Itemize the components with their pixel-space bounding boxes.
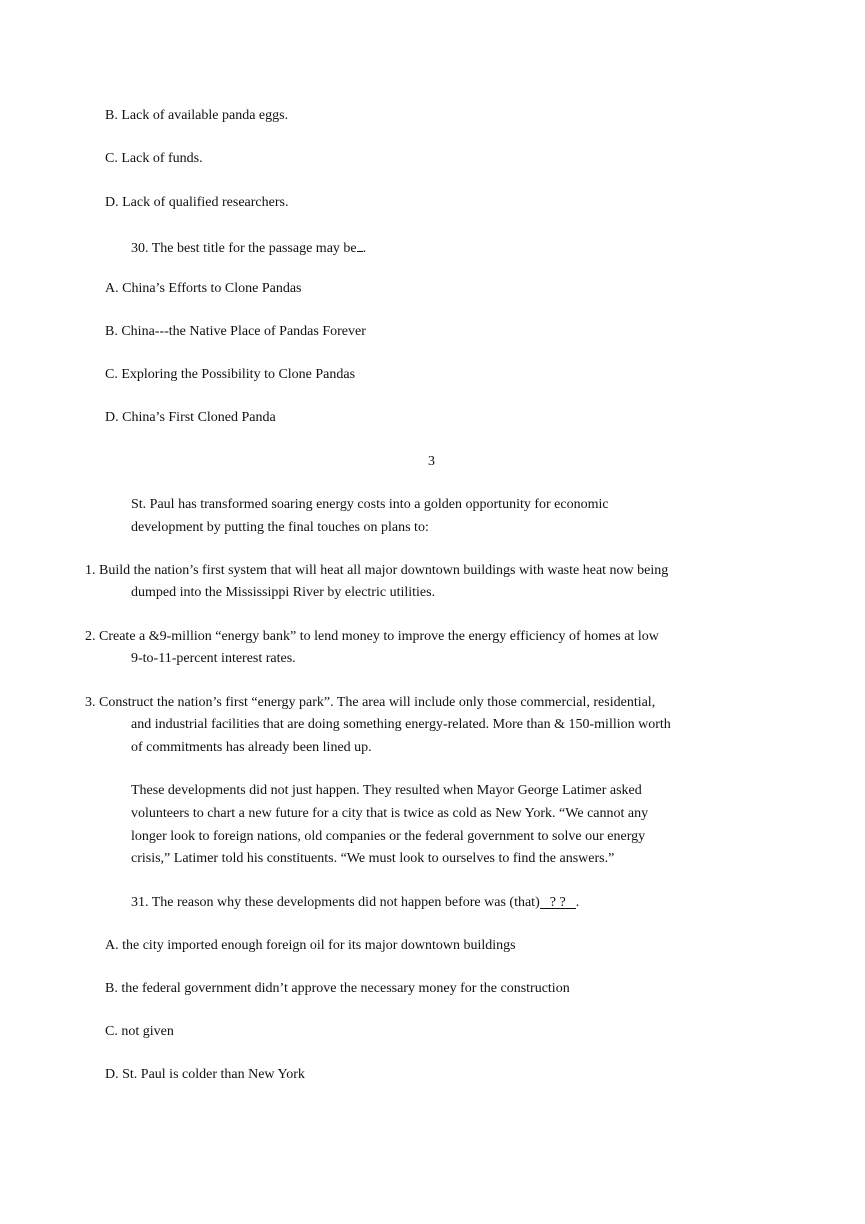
q30-option-a: A. China’s Efforts to Clone Pandas [105,281,302,296]
passage-item-3-line-2: and industrial facilities that are doing something energy-related. More than & 150-million worth [131,717,671,732]
passage-para-line-2: volunteers to chart a new future for a city that is twice as cold as New York. “We cannot any [131,806,649,821]
q30-option-c: C. Exploring the Possibility to Clone Pandas [105,367,356,382]
q29-option-d: D. Lack of qualified researchers. [105,195,289,210]
q31-stem [131,894,579,911]
passage-number-text: 3 [428,454,435,469]
passage-item-1-line-1: 1. Build the nation’s first system that will heat all major downtown buildings with waste heat now being [85,563,669,578]
q31-stem-end: . [575,895,580,910]
passage-item-1-line-2: dumped into the Mississippi River by electric utilities. [131,585,436,600]
passage-intro-line-2: development by putting the final touches on plans to: [131,520,429,535]
q30-option-b: B. China---the Native Place of Pandas Forever [105,324,366,339]
q31-option-b: B. the federal government didn’t approve the necessary money for the construction [105,981,570,996]
q31-option-d: D. St. Paul is colder than New York [105,1067,305,1082]
q31-stem-text: 31. The reason why these developments did not happen before was (that) [131,895,540,910]
q31-answer-blank: ? ? [540,894,576,909]
passage-number [0,453,865,470]
q30-stem-end: . [362,241,367,256]
passage-item-2-line-1: 2. Create a &9-million “energy bank” to lend money to improve the energy efficiency of homes at low [85,629,659,644]
passage-intro-line-1: St. Paul has transformed soaring energy costs into a golden opportunity for economic [131,497,609,512]
q29-option-b: B. Lack of available panda eggs. [105,108,289,123]
q30-option-d: D. China’s First Cloned Panda [105,410,276,425]
passage-item-2-line-2: 9-to-11-percent interest rates. [131,651,296,666]
passage-item-3-line-3: of commitments has already been lined up. [131,740,372,755]
q30-stem [131,237,366,257]
q31-option-a: A. the city imported enough foreign oil for its major downtown buildings [105,938,516,953]
passage-para-line-1: These developments did not just happen. They resulted when Mayor George Latimer asked [131,783,642,798]
passage-para-line-4: crisis,” Latimer told his constituents. “We must look to ourselves to find the answers.” [131,851,615,866]
passage-item-3-line-1: 3. Construct the nation’s first “energy park”. The area will include only those commercial, residential, [85,695,656,710]
q29-option-c: C. Lack of funds. [105,151,203,166]
passage-para-line-3: longer look to foreign nations, old companies or the federal government to solve our energy [131,829,646,844]
q31-option-c: C. not given [105,1024,174,1039]
q30-stem-text: 30. The best title for the passage may be [131,241,357,256]
